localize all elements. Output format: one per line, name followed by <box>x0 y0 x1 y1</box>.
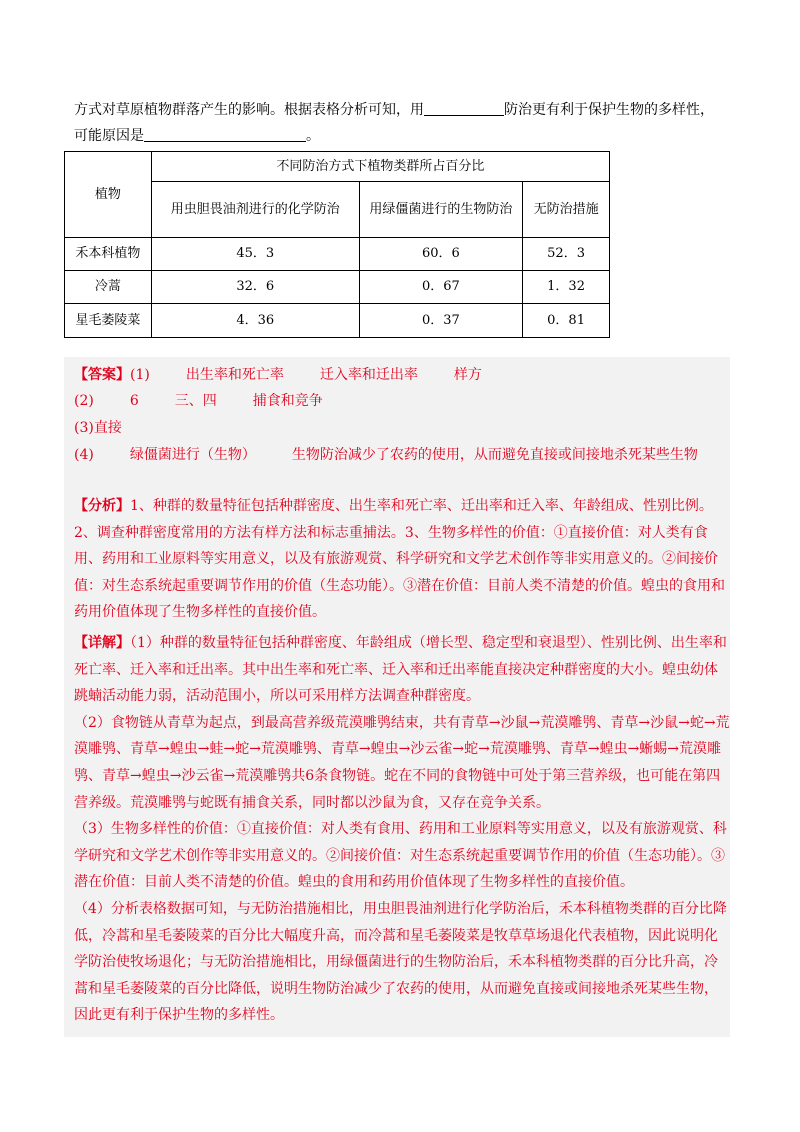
answer-line-2: (2) 6 三、四 捕食和竞争 <box>74 393 323 409</box>
answer-blank-2 <box>144 125 306 142</box>
detail-part-1: 【详解】（1）种群的数量特征包括种群密度、年龄组成（增长型、稳定型和衰退型）、性别比例、出生率和死亡率、迁入率和迁出率。其中出生率和死亡率、迁入率和迁出率能直接决定种群密度的大小。蝗虫幼体跳蝻活动能力弱，活动范围小，所以可采用样方法调查种群密度。 <box>74 635 727 705</box>
answer-blank-1 <box>424 99 504 116</box>
header-group: 不同防治方式下植物类群所占百分比 <box>151 152 609 182</box>
header-chemical: 用虫胆畏油剂进行的化学防治 <box>151 182 359 238</box>
question-intro <box>74 97 734 149</box>
table-row: 禾本科植物 45．3 60．6 52．3 <box>65 238 610 271</box>
detail-part-2: （2）食物链从青草为起点，到最高营养级荒漠雕鸮结束，共有青草→沙鼠→荒漠雕鸮、青草→沙鼠→蛇→荒漠雕鸮、青草→蝗虫→蛙→蛇→荒漠雕鸮、青草→蝗虫→沙云雀→蛇→荒漠雕鸮、青草→蝗虫→蜥蜴→荒漠雕鸮、青草→蝗虫→沙云雀→荒漠雕鸮共6条食物链。蛇在不同的食物链中可处于第三营养级，也可能在第四营养级。荒漠雕鸮与蛇既有捕食关系，同时都以沙鼠为食，又存在竞争关系。 <box>74 714 730 811</box>
answer-line-1: 【答案】(1) 出生率和死亡率 迁入率和迁出率 样方 <box>74 367 482 383</box>
detail-part-4: （4）分析表格数据可知，与无防治措施相比，用虫胆畏油剂进行化学防治后，禾本科植物类群的百分比降低，冷蒿和星毛萎陵菜的百分比大幅度升高，而冷蒿和星毛萎陵菜是牧草草场退化代表植物，因此说明化学防治使牧场退化；与无防治措施相比，用绿僵菌进行的生物防治后，禾本科植物类群的百分比升高，冷蒿和星毛萎陵菜的百分比降低，说明生物防治减少了农药的使用，从而避免直接或间接地杀死某些生物，因此更有利于保护生物的多样性。 <box>74 900 727 1024</box>
intro-line-1: 方式对草原植物群落产生的影响。根据表格分析可知，用 防治更有利于保护生物的多样性， <box>74 97 734 123</box>
detail-section <box>74 630 730 1029</box>
answer-line-3: (3)直接 <box>74 420 122 436</box>
data-table <box>64 151 610 338</box>
analysis-section: 【分析】1、种群的数量特征包括种群密度、出生率和死亡率、迁出率和迁入率、年龄组成、性别比例。2、调查种群密度常用的方法有样方法和标志重捕法。3、生物多样性的价值：①直接价值：对人类有食用、药用和工业原料等实用意义，以及有旅游观赏、科学研究和文学艺术创作等非实用意义的。②间接价值：对生态系统起重要调节作用的价值（生态功能）。③潜在价值：目前人类不清楚的价值。蝗虫的食用和药用价值体现了生物多样性的直接价值。 <box>74 498 725 621</box>
header-plant: 植物 <box>65 152 152 238</box>
detail-part-3: （3）生物多样性的价值：①直接价值：对人类有食用、药用和工业原料等实用意义，以及有旅游观赏、科学研究和文学艺术创作等非实用意义的。②间接价值：对生态系统起重要调节作用的价值（生态功能）。③潜在价值：目前人类不清楚的价值。蝗虫的食用和药用价值体现了生物多样性的直接价值。 <box>74 821 727 891</box>
table-row: 冷蒿 32．6 0．67 1．32 <box>65 271 610 304</box>
intro-line-2: 可能原因是 。 <box>74 123 734 149</box>
table-row: 星毛萎陵菜 4．36 0．37 0．81 <box>65 304 610 338</box>
answer-line-4: (4) 绿僵菌进行（生物） 生物防治减少了农药的使用，从而避免直接或间接地杀死某些生物 <box>74 447 698 463</box>
header-none: 无防治措施 <box>523 182 610 238</box>
header-biological: 用绿僵菌进行的生物防治 <box>359 182 522 238</box>
